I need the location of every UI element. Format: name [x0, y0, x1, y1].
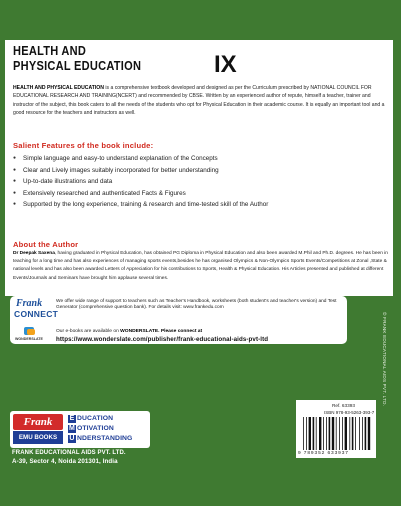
grade-label: IX	[214, 51, 237, 78]
feature-item: ● Simple language and easy-to understand explanation of the Concepts	[13, 153, 383, 165]
emu-logo-books: EMU BOOKS	[13, 431, 63, 444]
intro-text: is a comprehensive textbook developed and designed as per the Curriculum prescribed by NATIONAL COUNCIL FOR EDUCATIONAL RESEARCH AND TRAINING(NCERT) and recommended by CBSE. Written by an experienced author of repute, himself a teacher, trainer and instructor of the subject, this book caters to all the needs of the students who opt for Physical Education in their academic course. It is equally an important tool and a good resource for the teachers and instructors as well.	[13, 85, 385, 117]
ref-number: Ref. 63393	[332, 403, 355, 408]
copyright-vertical: © FRANK EDUCATIONAL AIDS PVT. LTD.	[382, 312, 387, 407]
feature-item: ● Clear and Lively images suitably incorporated for better understanding	[13, 165, 383, 177]
isbn-number: ISBN 978-93-5263-393-7	[324, 410, 375, 415]
title-line-2: PHYSICAL EDUCATION	[13, 58, 142, 73]
features-list	[13, 153, 383, 211]
features-heading: Salient Features of the book include:	[13, 141, 154, 150]
author-name: Dr Deepak Saxena	[13, 251, 55, 256]
emu-logo-frank: Frank	[13, 414, 63, 430]
connect-text: We offer wide range of support to teachers such as Teacher's Handbook, worksheets (both student's and teacher's version) and Test Generator (comprehensive question bank). For details visit: www.frankedu.com	[56, 299, 337, 310]
feature-item: ● Up-to-date illustrations and data	[13, 176, 383, 188]
feature-item: ● Extensively researched and authenticated Facts & Figures	[13, 188, 383, 200]
feature-item: ● Supported by the long experience, training & research and time-tested skill of the Author	[13, 199, 383, 211]
connect-logo-bottom: CONNECT	[14, 309, 59, 319]
title-line-1: HEALTH AND	[13, 43, 87, 58]
wonderslate-url[interactable]: https://www.wonderslate.com/publisher/frank-educational-aids-pvt-ltd	[56, 336, 269, 343]
wonderslate-logo-name: WONDERSLATE	[15, 337, 43, 341]
author-paragraph	[13, 250, 388, 283]
barcode-digits: 9 789352 633937	[298, 451, 349, 456]
emu-words	[68, 414, 148, 444]
author-heading: About the Author	[13, 240, 79, 249]
emu-word-understanding: U NDERSTANDING	[69, 435, 133, 442]
emu-word-motivation: M OTIVATION	[69, 425, 114, 432]
emu-word-education: E DUCATION	[69, 415, 114, 422]
publisher-name: FRANK EDUCATIONAL AIDS PVT. LTD.	[12, 450, 126, 456]
barcode-bars	[303, 417, 371, 450]
intro-bold: HEALTH AND PHYSICAL EDUCATION	[13, 85, 104, 91]
book-title	[13, 43, 141, 73]
connect-logo-top: Frank	[16, 298, 43, 309]
author-text: , having graduated in Physical Education, has obtained PG Diploma in Physical Education and also been awarded M.Phil and Ph.D. degrees. He has been in teaching for a long time and has also experiences of managing sports events,besides he has organised Olympics & Non-Olympics Sports Events/Competitions at Zonal ,State & national levels and has also been awarded Letters of Appreciation for his contributions to Sports, Health & Physical Education. His Articles presented and published at different Events/Journals and Seminars have brought him applause several times.	[13, 251, 388, 281]
wonderslate-notice: Our e-books are available on WONDERSLATE. Please connect at	[56, 329, 203, 334]
book-icon-accent	[27, 329, 35, 335]
intro-paragraph	[13, 84, 390, 118]
wonderslate-logo	[15, 327, 45, 343]
publisher-address: A-39, Sector 4, Noida 201301, India	[12, 458, 118, 465]
